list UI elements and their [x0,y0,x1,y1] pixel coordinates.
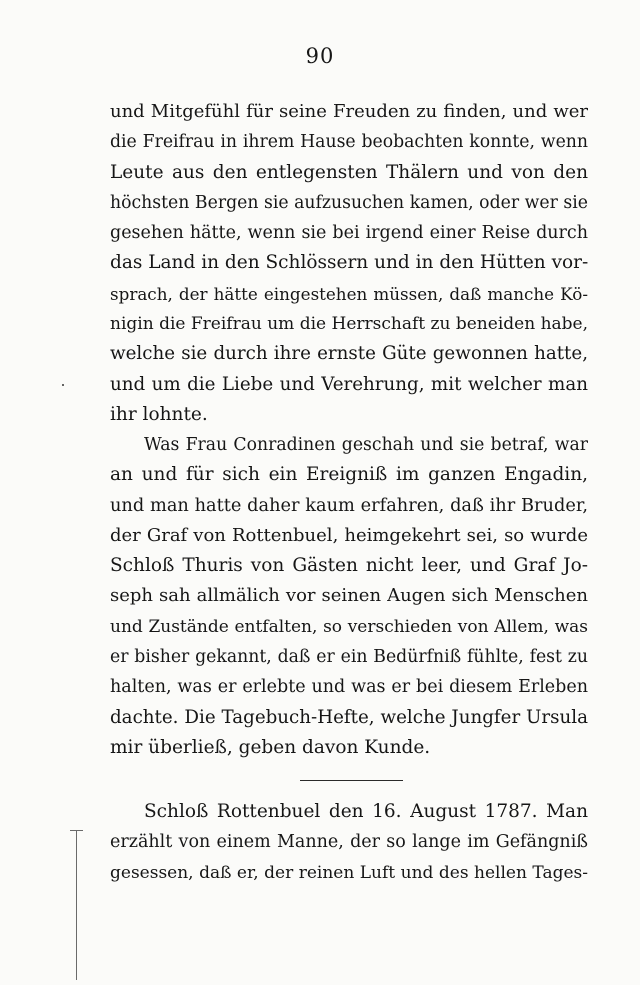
text-line: Schloß Thuris von Gästen nicht leer, und Graf Jo- [110,555,588,577]
section-divider [300,780,403,781]
text-line: sprach, der hätte eingestehen müssen, daß manche Kö- [110,283,588,304]
text-line: welche sie durch ihre ernste Güte gewonnen hatte, [110,343,588,365]
text-line: Was Frau Conradinen geschah und sie betraf, war [144,435,588,455]
text-line: die Freifrau in ihrem Hause beobachten konnte, wenn [110,132,588,153]
paragraph-2 [110,430,588,763]
text-line: ihr lohnte. [110,403,208,425]
text-line: an und für sich ein Ereigniß im ganzen Engadin, [110,464,588,486]
paragraph-3 [110,797,588,888]
text-line: das Land in den Schlössern und in den Hütten vor- [110,252,589,274]
margin-mark-line [76,830,77,980]
text-line: nigin die Freifrau um die Herrschaft zu beneiden habe, [110,314,588,335]
text-line: dachte. Die Tagebuch-Hefte, welche Jungfer Ursula [110,706,588,728]
text-line: erzählt von einem Manne, der so lange im Gefängniß [110,832,588,853]
text-line: seph sah allmälich vor seinen Augen sich Menschen [110,585,588,607]
paragraph-1 [110,97,588,430]
ink-speck [62,384,64,386]
text-line: er bisher gekannt, daß er ein Bedürfniß fühlte, fest zu [110,647,588,668]
text-line: der Graf von Rottenbuel, heimgekehrt sei, so wurde [110,524,588,546]
text-line: und um die Liebe und Verehrung, mit welcher man [110,373,588,395]
text-line: gesessen, daß er, der reinen Luft und des hellen Tages- [110,862,588,883]
text-line: und man hatte daher kaum erfahren, daß ihr Bruder, [110,495,588,516]
text-line: und Zustände entfalten, so verschieden von Allem, was [110,616,588,637]
text-line: und Mitgefühl für seine Freuden zu finden, und wer [110,101,588,122]
text-line: Leute aus den entlegensten Thälern und von den [110,161,588,183]
text-line: Schloß Rottenbuel den 16. August 1787. Man [144,801,588,822]
text-line: höchsten Bergen sie aufzusuchen kamen, oder wer sie [110,192,588,213]
text-line: gesehen hätte, wenn sie bei irgend einer Reise durch [110,223,588,244]
text-line: mir überließ, geben davon Kunde. [110,736,431,758]
page-number: 90 [305,44,335,68]
text-line: halten, was er erlebte und was er bei diesem Erleben [110,677,588,698]
